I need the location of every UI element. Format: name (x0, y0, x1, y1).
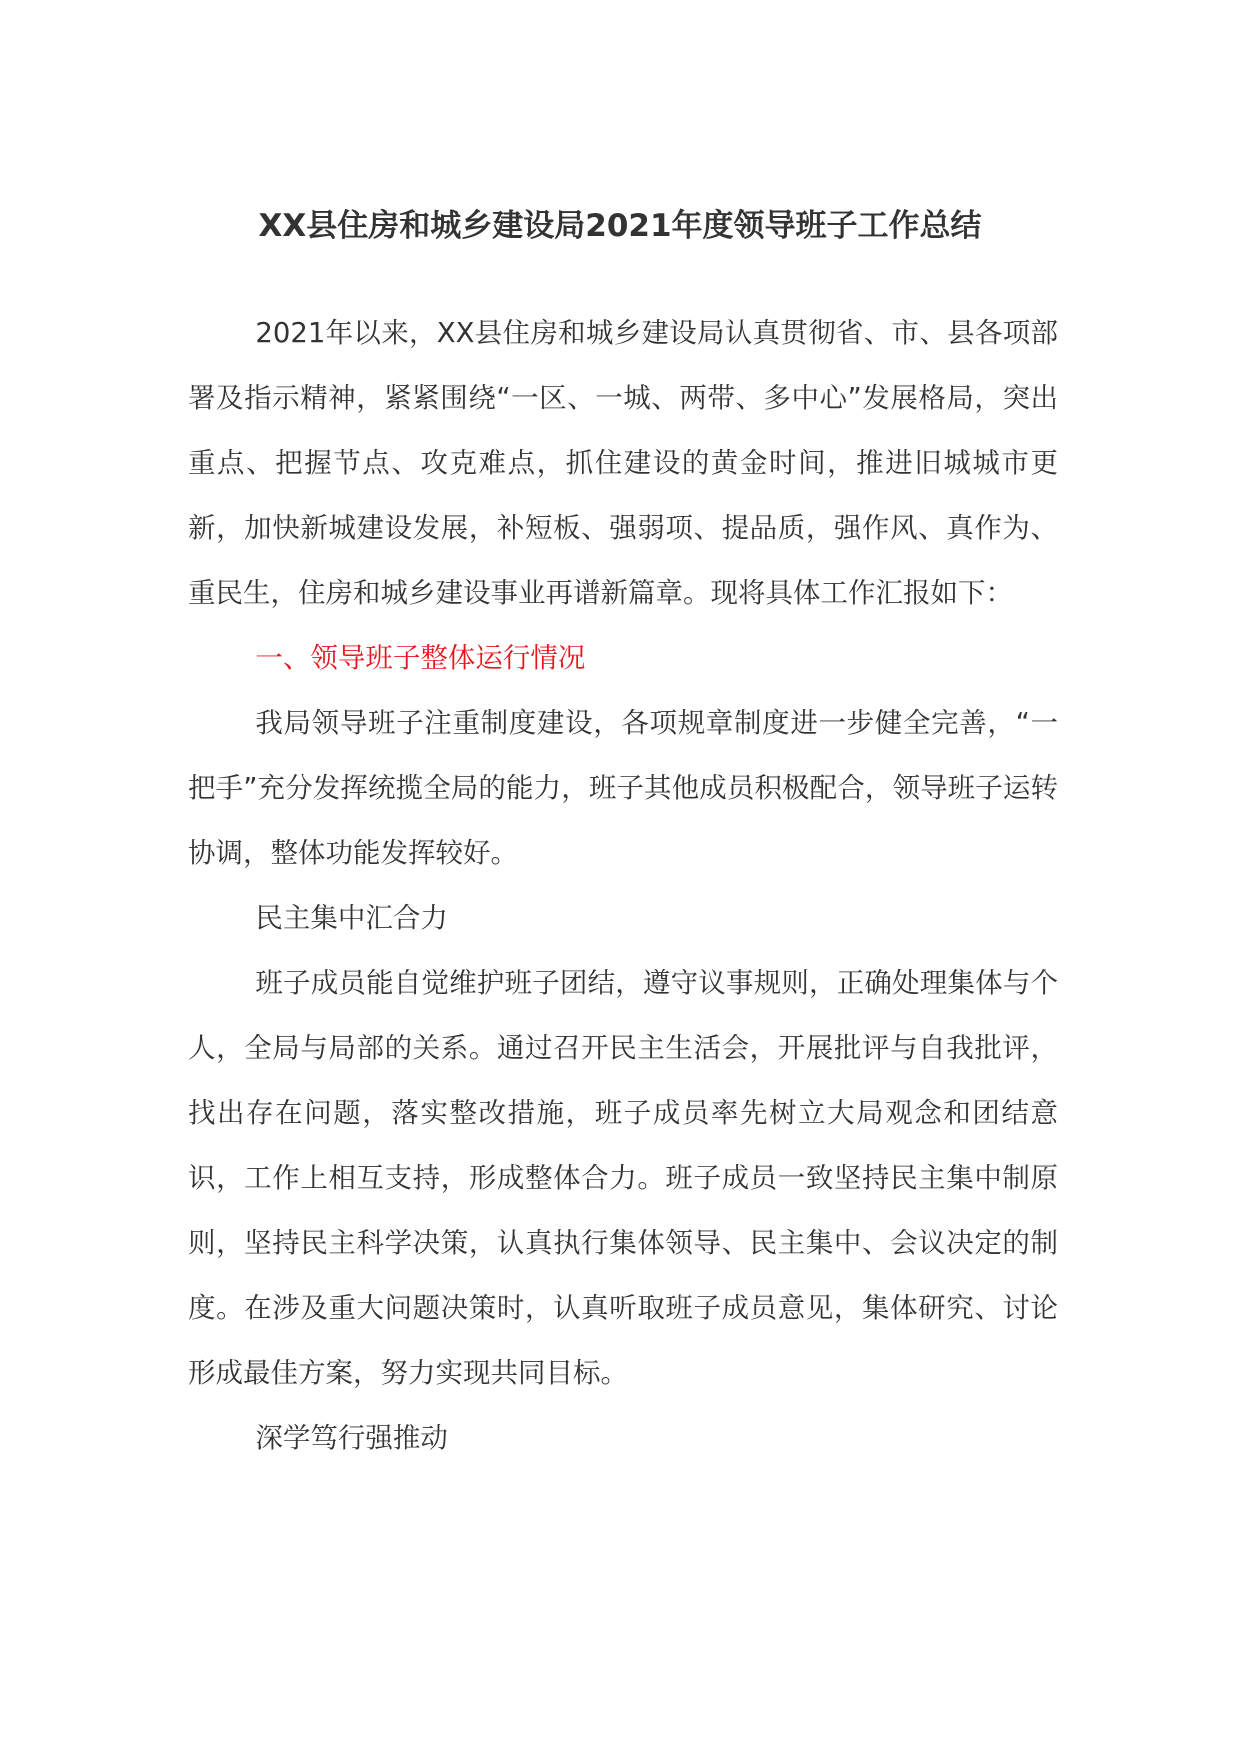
overview-paragraph: 我局领导班子注重制度建设，各项规章制度进一步健全完善，“一把手”充分发挥统揽全局的能力，班子其他成员积极配合，领导班子运转协调，整体功能发挥较好。 (188, 707, 1058, 869)
subheading-democratic-centralism: 民主集中汇合力 (255, 902, 448, 934)
intro-paragraph: 2021年以来，XX县住房和城乡建设局认真贯彻省、市、县各项部署及指示精神，紧紧围绕“一区、一城、两带、多中心”发展格局，突出重点、把握节点、攻克难点，抓住建设的黄金时间，推进旧城城市更新，加快新城建设发展，补短板、强弱项、提品质，强作风、真作为、重民生，住房和城乡建设事业再谱新篇章。现将具体工作汇报如下： (188, 317, 1058, 609)
document-body (188, 301, 1058, 1471)
democratic-centralism-paragraph: 班子成员能自觉维护班子团结，遵守议事规则，正确处理集体与个人，全局与局部的关系。通过召开民主生活会，开展批评与自我批评，找出存在问题，落实整改措施，班子成员率先树立大局观念和团结意识，工作上相互支持，形成整体合力。班子成员一致坚持民主集中制原则，坚持民主科学决策，认真执行集体领导、民主集中、会议决定的制度。在涉及重大问题决策时，认真听取班子成员意见，集体研究、讨论形成最佳方案，努力实现共同目标。 (188, 967, 1058, 1389)
section-heading: 一、领导班子整体运行情况 (255, 642, 586, 674)
document-title: XX县住房和城乡建设局2021年度领导班子工作总结 (258, 208, 982, 244)
subheading-study-practice: 深学笃行强推动 (255, 1422, 448, 1454)
